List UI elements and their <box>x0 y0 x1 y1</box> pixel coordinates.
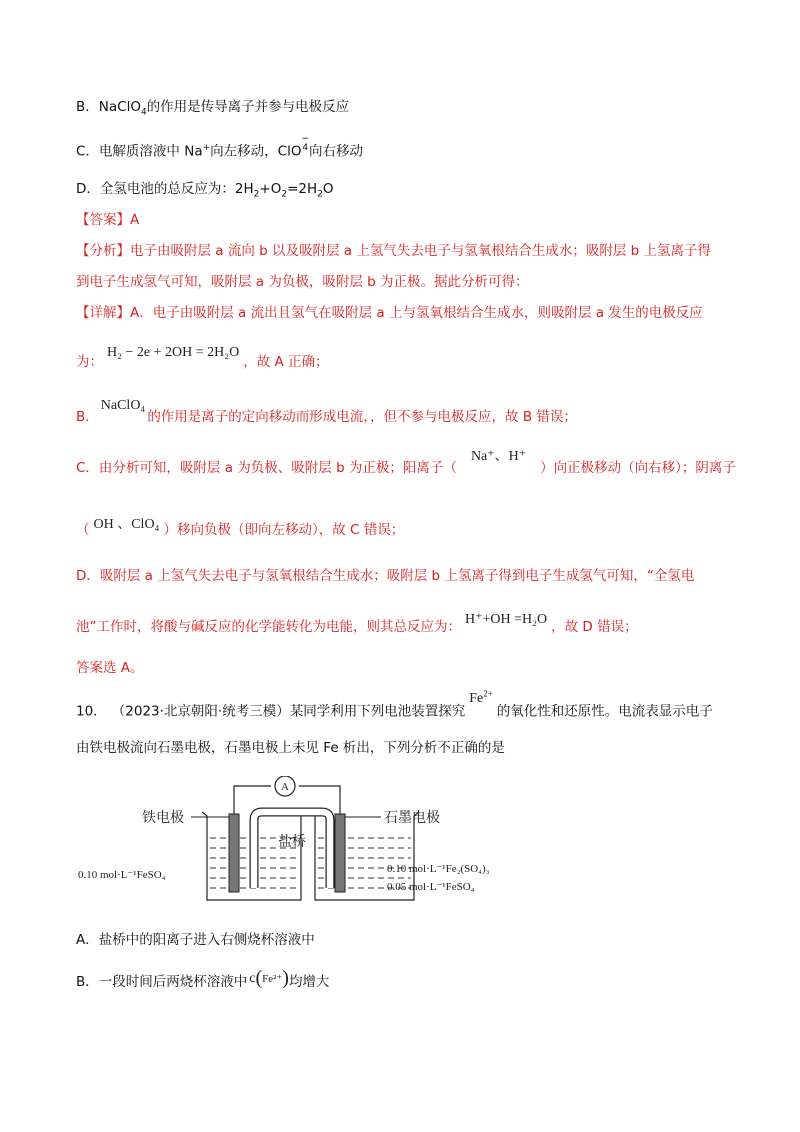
answer: 【答案】A <box>76 212 140 228</box>
graphite-electrode <box>335 814 345 892</box>
naclo4-formula: NaClO₄ <box>100 398 146 413</box>
question-number: 10. <box>76 703 98 720</box>
equation-a: H₂ − 2e + 2OH = 2H₂O <box>107 345 240 360</box>
salt-bridge <box>254 812 330 888</box>
detail-a: 为：H₂ − 2e + 2OH = 2H₂O，故 A 正确； <box>76 345 329 370</box>
salt-bridge-label: 盐桥 <box>278 835 306 850</box>
graphite-electrode-label: 石墨电极 <box>384 811 440 826</box>
right-solution-label-1: 0.10 mol·L⁻¹Fe₂(SO₄)₃ <box>387 863 490 875</box>
q10-option-b: B．一段时间后两烧杯溶液中 c(Fe²⁺)均增大 <box>76 967 330 990</box>
galvanic-cell-diagram <box>76 776 506 914</box>
detail-c-line-2: （ OH 、ClO₄ ）移向负极（即向左移动），故 C 错误； <box>76 517 405 538</box>
question-10-line-2: 由铁电极流向石墨电极，石墨电极上未见 Fe 析出，下列分析不正确的是 <box>76 740 505 756</box>
ammeter-label: A <box>281 781 289 793</box>
question-10-line-1: 10. （2023·北京朝阳·统考三模）某同学利用下列电池装置探究$Fe^{2+}$的氧化性和还原性。电流表显示电子 <box>76 688 713 720</box>
option-c: C．电解质溶液中 Na+向左移动，ClO − 4 向右移动 <box>76 133 364 160</box>
fe2-ion: $Fe^{2+}$ <box>469 688 493 706</box>
right-solution-label-2: 0.05 mol·L⁻¹FeSO₄ <box>387 881 475 893</box>
option-d: D．全氢电池的总反应为：$2H_2+O_2=2H_2O$ <box>76 181 334 200</box>
final-answer: 答案选 A。 <box>76 660 144 676</box>
concentration-expression: c(Fe²⁺) <box>249 967 289 989</box>
analysis-line-2: 到电子生成氢气可知，吸附层 a 为负极，吸附层 b 为正极。据此分析可得： <box>76 274 529 290</box>
detail-d-line-2: 池”工作时，将酸与碱反应的化学能转化为电能，则其总反应为： H⁺+OH =H₂O ，故 D 错误； <box>76 612 638 635</box>
cations-formula: Na⁺、H⁺ <box>470 449 527 464</box>
detail-b: B．NaClO₄的作用是离子的定向移动而形成电流，，但不参与电极反应，故 B 错误； <box>76 398 577 425</box>
detail-d-line-1: D．吸附层 a 上氢气失去电子与氢氧根结合生成水；吸附层 b 上氢离子得到电子生成氢气可知，“全氢电 <box>76 568 695 584</box>
iron-electrode <box>229 814 239 892</box>
equation-d: H⁺+OH =H₂O <box>465 612 548 627</box>
left-solution-label: 0.10 mol·L⁻¹FeSO₄ <box>78 869 166 881</box>
detail-c-line-1: C．由分析可知，吸附层 a 为负极、吸附层 b 为正极；阳离子（Na⁺、H⁺）向正极移动（向右移）；阴离子 <box>76 449 736 476</box>
detail-line-1: 【详解】A．电子由吸附层 a 流出且氢气在吸附层 a 上与氢氧根结合生成水，则吸附层 a 发生的电极反应 <box>76 305 703 321</box>
analysis-line-1: 【分析】电子由吸附层 a 流向 b 以及吸附层 a 上氢气失去电子与氢氧根结合生成水；吸附层 b 上氢离子得 <box>76 243 712 259</box>
anions-formula: OH 、ClO₄ <box>93 517 160 532</box>
option-b: B．NaClO$_4$的作用是传导离子并参与电极反应 <box>76 99 350 118</box>
q10-option-a: A．盐桥中的阳离子进入右侧烧杯溶液中 <box>76 932 315 948</box>
iron-electrode-label: 铁电极 <box>142 811 184 826</box>
